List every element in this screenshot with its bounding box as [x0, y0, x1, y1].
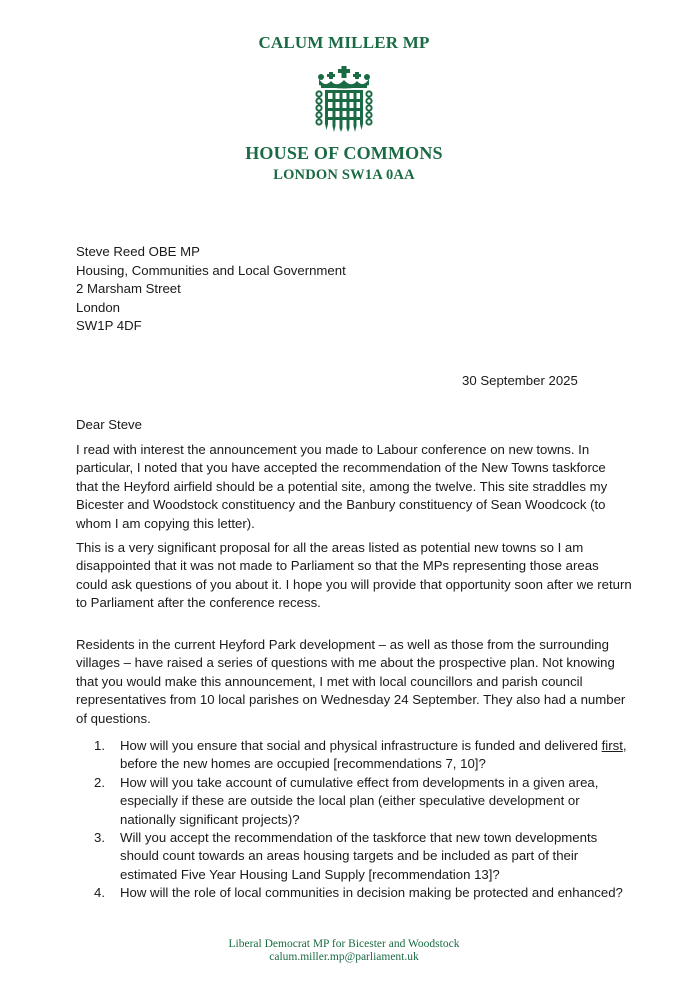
footer-email[interactable]: calum.miller.mp@parliament.uk [269, 951, 419, 963]
question-number: 1. [94, 738, 105, 753]
text-line: whom I am copying this letter). [76, 515, 255, 531]
text-line: especially if these are outside the local plan (either speculative development or [120, 793, 580, 809]
mp-name: CALUM MILLER MP [258, 33, 430, 52]
text-line: How will you take account of cumulative effect from developments in a given area, [120, 774, 599, 790]
letter-footer [0, 938, 688, 964]
footer-constituency: Liberal Democrat MP for Bicester and Woodstock [228, 938, 460, 950]
emphasis-first: first [601, 738, 623, 753]
text-line: that the Heyford airfield should be a potential site, among the twelve. This site straddles my [76, 478, 608, 494]
question-item [94, 774, 634, 829]
text-line: before the new homes are occupied [recommendations 7, 10]? [120, 756, 486, 772]
text-line: of questions. [76, 710, 151, 726]
paragraph-residents [76, 636, 626, 728]
recipient-line: 2 Marsham Street [76, 281, 181, 297]
question-item [94, 737, 634, 774]
text-line: disappointed that it was not made to Parliament so that the MPs representing those areas [76, 558, 599, 574]
text-segment: , [622, 738, 627, 753]
text-line: estimated Five Year Housing Land Supply [recommendation 13]? [120, 866, 500, 882]
text-line: to Parliament after the conference recess. [76, 595, 321, 611]
question-item [94, 829, 634, 884]
paragraph-announcement [76, 441, 616, 533]
recipient-line: Steve Reed OBE MP [76, 244, 200, 259]
question-number: 2. [94, 774, 105, 790]
text-line: villages – have raised a series of questions with me about the prospective plan. Not knowing [76, 655, 615, 671]
text-line: should count towards an areas housing targets and be included as part of their [120, 848, 579, 864]
portcullis-crown-icon [315, 66, 373, 132]
text-line: How will the role of local communities in decision making be protected and enhanced? [120, 885, 623, 901]
recipient-line: London [76, 299, 121, 315]
question-number: 3. [94, 830, 105, 846]
question-item [94, 884, 634, 902]
text-line: could ask questions of you about it. I hope you will provide that opportunity soon after we return [76, 576, 632, 592]
recipient-line: Housing, Communities and Local Government [76, 262, 346, 278]
question-number: 4. [94, 885, 105, 901]
recipient-address [76, 243, 346, 336]
text-line: Will you accept the recommendation of the taskforce that new town developments [120, 830, 598, 846]
paragraph-parliament [76, 539, 632, 613]
text-line: This is a very significant proposal for all the areas listed as potential new towns so I am [76, 540, 584, 555]
institution-name: HOUSE OF COMMONS [245, 143, 443, 163]
text-line: Residents in the current Heyford Park development – as well as those from the surrounding [76, 637, 609, 652]
text-segment: How will you ensure that social and physical infrastructure is funded and delivered [120, 738, 602, 753]
questions-list [94, 737, 634, 903]
text-line: particular, I noted that you have accepted the recommendation of the New Towns taskforce [76, 460, 606, 476]
text-line: representatives from 10 local parishes on Wednesday 24 September. They also had a number [76, 692, 626, 708]
text-line: nationally significant projects)? [120, 811, 300, 827]
text-line: that you would make this announcement, I met with local councillors and parish council [76, 673, 583, 689]
salutation: Dear Steve [76, 417, 142, 432]
text-line: I read with interest the announcement you made to Labour conference on new towns. In [76, 442, 590, 457]
letter-date: 30 September 2025 [462, 373, 578, 388]
institution-address: LONDON SW1A 0AA [273, 167, 415, 183]
text-line: Bicester and Woodstock constituency and the Banbury constituency of Sean Woodcock (to [76, 497, 606, 513]
recipient-line: SW1P 4DF [76, 318, 142, 334]
text-line [120, 737, 634, 755]
